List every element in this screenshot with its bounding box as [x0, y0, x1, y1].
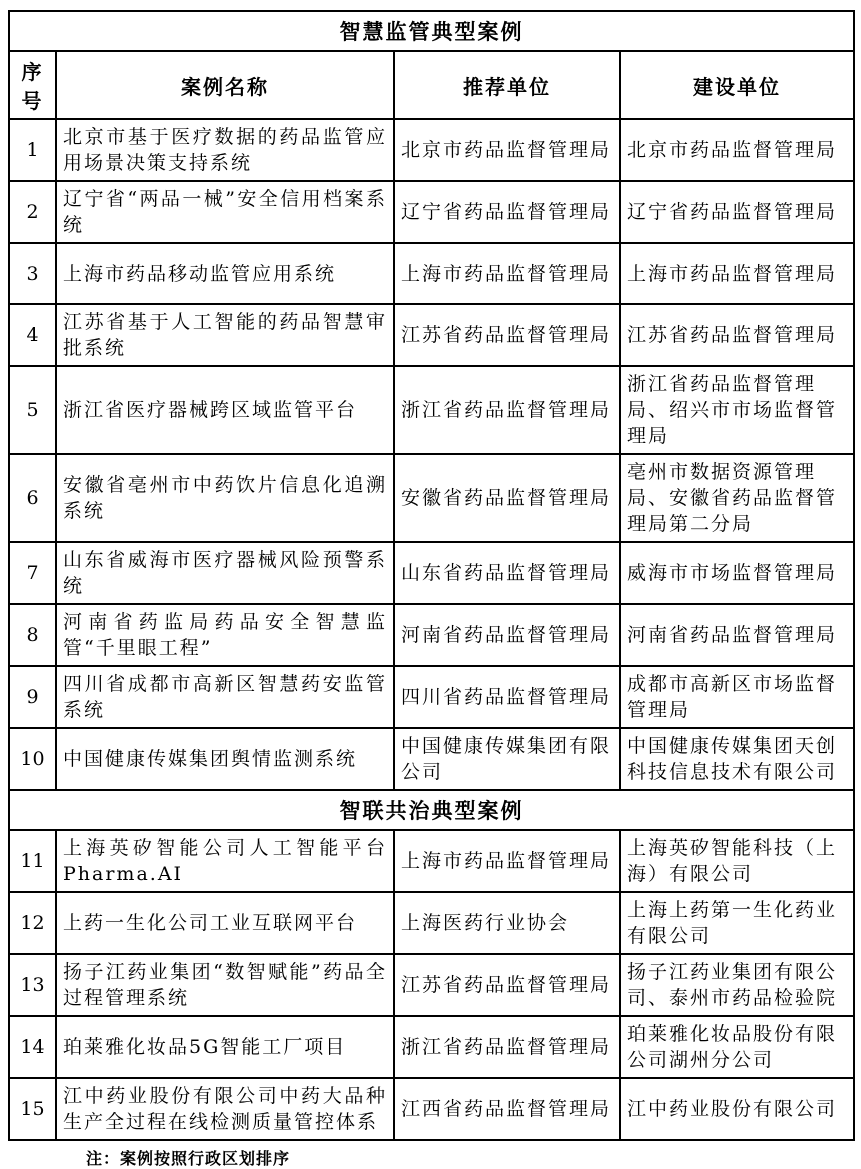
case-number-cell: 4: [9, 304, 56, 366]
builder-cell: 辽宁省药品监督管理局: [620, 181, 854, 243]
table-row: [9, 542, 854, 604]
case-name-cell: 北京市基于医疗数据的药品监管应用场景决策支持系统: [56, 119, 394, 181]
table-row: [9, 1078, 854, 1140]
table-row: [9, 366, 854, 454]
builder-cell: 成都市高新区市场监督管理局: [620, 666, 854, 728]
case-name-cell: 珀莱雅化妆品5G智能工厂项目: [56, 1016, 394, 1078]
case-number-cell: 3: [9, 243, 56, 304]
recommender-cell: 上海市药品监督管理局: [394, 830, 620, 892]
builder-cell: 珀莱雅化妆品股份有限公司湖州分公司: [620, 1016, 854, 1078]
section1-title-row: [9, 11, 854, 51]
builder-cell: 北京市药品监督管理局: [620, 119, 854, 181]
case-name-cell: 上海市药品移动监管应用系统: [56, 243, 394, 304]
recommender-cell: 浙江省药品监督管理局: [394, 1016, 620, 1078]
builder-cell: 上海英矽智能科技（上海）有限公司: [620, 830, 854, 892]
column-header-recommender: 推荐单位: [394, 51, 620, 119]
case-name-cell: 安徽省亳州市中药饮片信息化追溯系统: [56, 454, 394, 542]
table-row: [9, 892, 854, 954]
case-name-cell: 中国健康传媒集团舆情监测系统: [56, 728, 394, 790]
builder-cell: 浙江省药品监督管理局、绍兴市市场监督管理局: [620, 366, 854, 454]
case-name-cell: 江中药业股份有限公司中药大品种生产全过程在线检测质量管控体系: [56, 1078, 394, 1140]
case-number-cell: 2: [9, 181, 56, 243]
table-row: [9, 666, 854, 728]
recommender-cell: 河南省药品监督管理局: [394, 604, 620, 666]
recommender-cell: 上海市药品监督管理局: [394, 243, 620, 304]
builder-cell: 扬子江药业集团有限公司、泰州市药品检验院: [620, 954, 854, 1016]
case-name-cell: 扬子江药业集团“数智赋能”药品全过程管理系统: [56, 954, 394, 1016]
column-header-row: [9, 51, 854, 119]
case-number-cell: 15: [9, 1078, 56, 1140]
section2-title: 智联共治典型案例: [9, 790, 854, 830]
column-header-case-name: 案例名称: [56, 51, 394, 119]
table-body: [9, 11, 854, 1140]
typical-cases-table: [8, 10, 855, 1141]
recommender-cell: 浙江省药品监督管理局: [394, 366, 620, 454]
recommender-cell: 北京市药品监督管理局: [394, 119, 620, 181]
case-number-cell: 10: [9, 728, 56, 790]
builder-cell: 江中药业股份有限公司: [620, 1078, 854, 1140]
case-number-cell: 5: [9, 366, 56, 454]
case-number-cell: 11: [9, 830, 56, 892]
column-header-builder: 建设单位: [620, 51, 854, 119]
recommender-cell: 安徽省药品监督管理局: [394, 454, 620, 542]
table-row: [9, 181, 854, 243]
case-name-cell: 河南省药监局药品安全智慧监管“千里眼工程”: [56, 604, 394, 666]
case-number-cell: 6: [9, 454, 56, 542]
table-row: [9, 454, 854, 542]
case-number-cell: 7: [9, 542, 56, 604]
table-row: [9, 119, 854, 181]
recommender-cell: 辽宁省药品监督管理局: [394, 181, 620, 243]
builder-cell: 上海市药品监督管理局: [620, 243, 854, 304]
recommender-cell: 江苏省药品监督管理局: [394, 304, 620, 366]
recommender-cell: 山东省药品监督管理局: [394, 542, 620, 604]
case-name-cell: 辽宁省“两品一械”安全信用档案系统: [56, 181, 394, 243]
builder-cell: 江苏省药品监督管理局: [620, 304, 854, 366]
case-number-cell: 1: [9, 119, 56, 181]
builder-cell: 威海市市场监督管理局: [620, 542, 854, 604]
builder-cell: 亳州市数据资源管理局、安徽省药品监督管理局第二分局: [620, 454, 854, 542]
builder-cell: 河南省药品监督管理局: [620, 604, 854, 666]
case-number-cell: 8: [9, 604, 56, 666]
case-name-cell: 上药一生化公司工业互联网平台: [56, 892, 394, 954]
table-row: [9, 1016, 854, 1078]
section2-title-row: [9, 790, 854, 830]
case-number-cell: 9: [9, 666, 56, 728]
table-row: [9, 830, 854, 892]
section1-title: 智慧监管典型案例: [9, 11, 854, 51]
case-name-cell: 上海英矽智能公司人工智能平台Pharma.AI: [56, 830, 394, 892]
case-name-cell: 山东省威海市医疗器械风险预警系统: [56, 542, 394, 604]
case-name-cell: 江苏省基于人工智能的药品智慧审批系统: [56, 304, 394, 366]
builder-cell: 中国健康传媒集团天创科技信息技术有限公司: [620, 728, 854, 790]
footnote: 注：案例按照行政区划排序: [86, 1149, 291, 1168]
case-number-cell: 14: [9, 1016, 56, 1078]
table-row: [9, 954, 854, 1016]
recommender-cell: 中国健康传媒集团有限公司: [394, 728, 620, 790]
recommender-cell: 江西省药品监督管理局: [394, 1078, 620, 1140]
table-row: [9, 728, 854, 790]
case-number-cell: 12: [9, 892, 56, 954]
builder-cell: 上海上药第一生化药业有限公司: [620, 892, 854, 954]
case-name-cell: 浙江省医疗器械跨区域监管平台: [56, 366, 394, 454]
case-number-cell: 13: [9, 954, 56, 1016]
column-header-no: 序号: [9, 51, 56, 119]
table-row: [9, 243, 854, 304]
case-name-cell: 四川省成都市高新区智慧药安监管系统: [56, 666, 394, 728]
recommender-cell: 四川省药品监督管理局: [394, 666, 620, 728]
table-row: [9, 604, 854, 666]
recommender-cell: 江苏省药品监督管理局: [394, 954, 620, 1016]
recommender-cell: 上海医药行业协会: [394, 892, 620, 954]
table-row: [9, 304, 854, 366]
